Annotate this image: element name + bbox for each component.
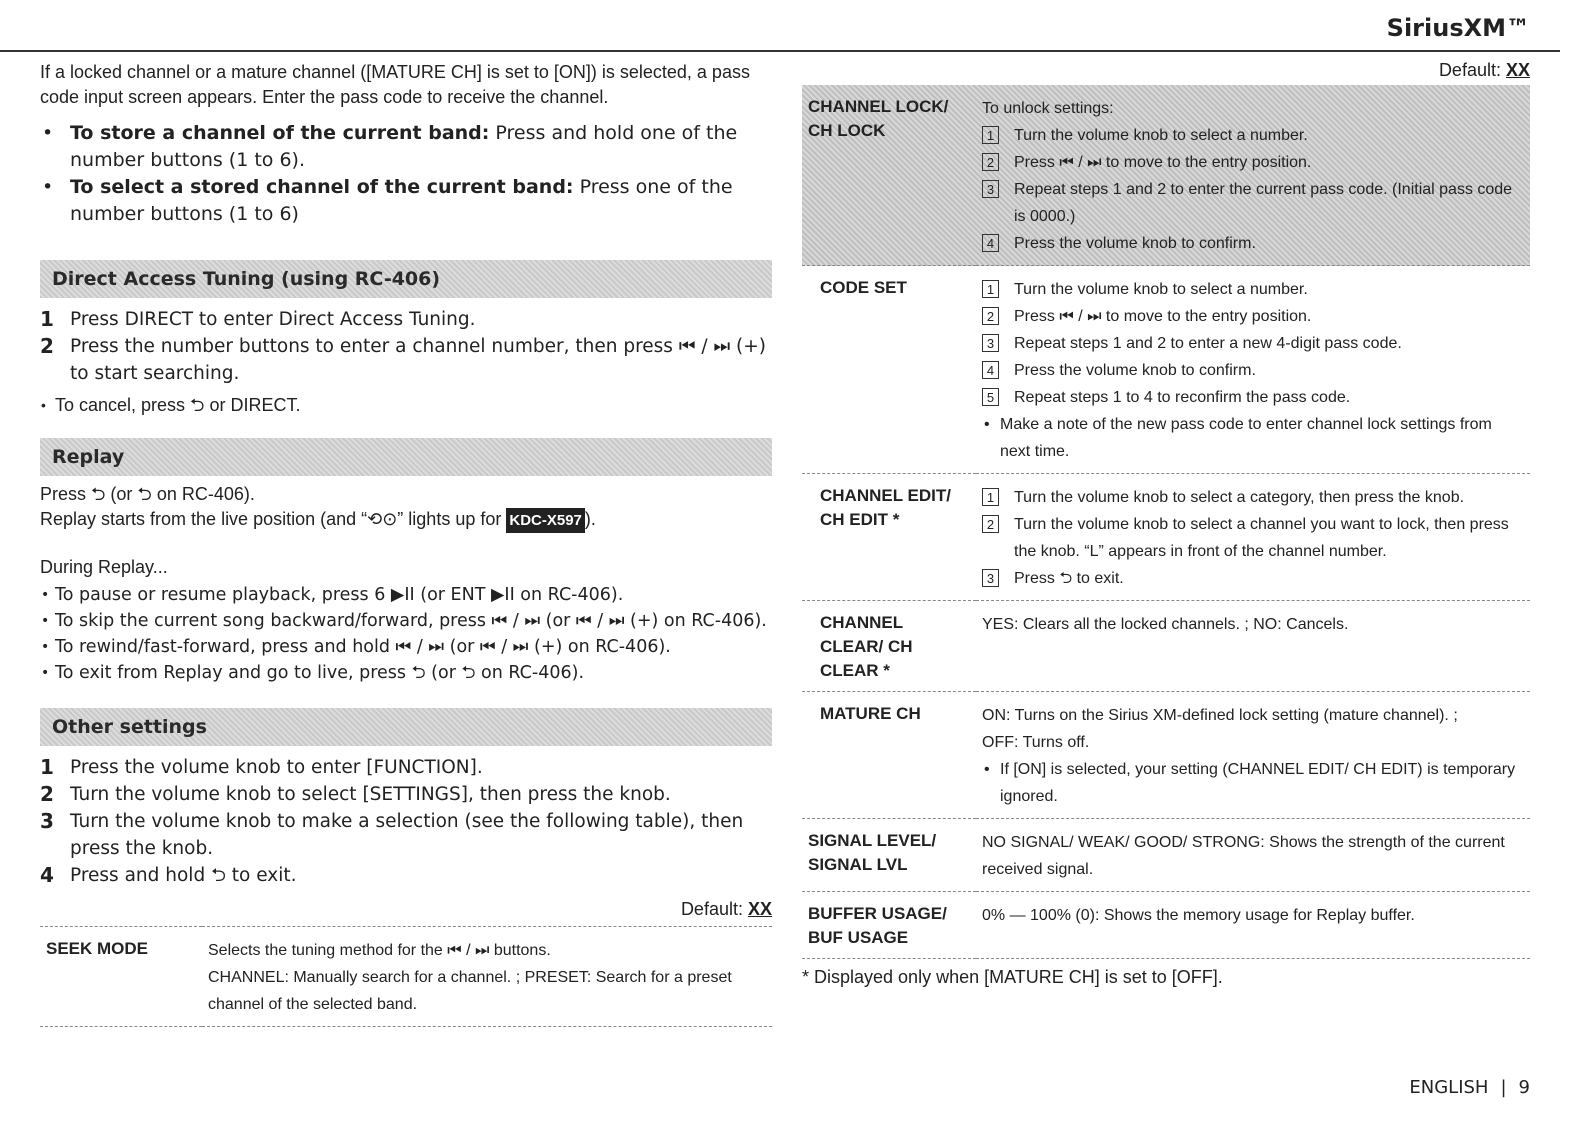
table-row <box>802 474 1530 601</box>
list-item <box>982 565 1524 592</box>
replay-line-2 <box>40 507 772 533</box>
replay-line-1: Press ⮌ (or ⮌ on RC-406). <box>40 484 255 504</box>
step-text: Press ⏮ / ⏭ to move to the entry position. <box>1014 308 1312 325</box>
table-value <box>976 266 1530 474</box>
table-value-line: OFF: Turns off. <box>982 734 1090 751</box>
section-heading-replay: Replay <box>40 438 772 476</box>
step-box: 1 <box>982 488 999 506</box>
table-key: CHANNEL CLEAR/ CH CLEAR * <box>802 601 976 692</box>
bullet-bold: To store a channel of the current band: <box>70 122 490 144</box>
step-text: Repeat steps 1 to 4 to reconfirm the pass code. <box>1014 389 1351 406</box>
step-text: Turn the volume knob to select a number. <box>1014 127 1308 144</box>
step-number: 1 <box>40 307 54 331</box>
page-number: 9 <box>1518 1077 1530 1098</box>
list-item <box>40 808 772 862</box>
cancel-note <box>40 393 772 418</box>
step-number: 2 <box>40 782 54 806</box>
step-text: Press the volume knob to confirm. <box>1014 235 1256 252</box>
header-rule <box>0 50 1560 52</box>
table-row <box>40 927 772 1027</box>
list-item: • To exit from Replay and go to live, press ⮌ (or ⮌ on RC-406). <box>40 660 772 686</box>
table-row <box>802 85 1530 266</box>
list-item <box>982 511 1524 565</box>
step-text: Repeat steps 1 and 2 to enter a new 4-digit pass code. <box>1014 335 1402 352</box>
table-value: 0% — 100% (0): Shows the memory usage for Replay buffer. <box>976 892 1530 959</box>
step-box: 5 <box>982 388 999 406</box>
step-text: Turn the volume knob to select a category, then press the knob. <box>1014 489 1465 506</box>
step-text: Turn the volume knob to select a number. <box>1014 281 1308 298</box>
table-key: SIGNAL LEVEL/ SIGNAL LVL <box>802 819 976 892</box>
list-item: • To pause or resume playback, press 6 ▶II (or ENT ▶II on RC-406). <box>40 582 772 608</box>
step-number: 2 <box>40 334 54 358</box>
table-key: CHANNEL LOCK/ CH LOCK <box>802 85 976 266</box>
right-column <box>802 60 1530 988</box>
page-footer <box>1409 1077 1530 1098</box>
step-text: Turn the volume knob to make a selection (see the following table), then press the knob. <box>70 811 744 859</box>
table-value: YES: Clears all the locked channels. ; NO: Cancels. <box>976 601 1530 692</box>
step-box: 3 <box>982 569 999 587</box>
step-number: 1 <box>40 755 54 779</box>
table-key: CODE SET <box>802 266 976 474</box>
step-text: Repeat steps 1 and 2 to enter the current pass code. (Initial pass code is 0000.) <box>1014 181 1513 225</box>
intro-paragraph: If a locked channel or a mature channel ([MATURE CH] is set to [ON]) is selected, a pass code input screen appears. Enter the pass code to receive the channel. <box>40 62 750 107</box>
step-text: Press ⏮ / ⏭ to move to the entry position. <box>1014 154 1312 171</box>
step-text: Press DIRECT to enter Direct Access Tuning. <box>70 309 476 330</box>
default-value: XX <box>1505 60 1530 80</box>
table-value: NO SIGNAL/ WEAK/ GOOD/ STRONG: Shows the strength of the current received signal. <box>976 819 1530 892</box>
seek-mode-table <box>40 926 772 1027</box>
list-item <box>40 862 772 889</box>
table-row <box>802 266 1530 474</box>
footnote: * Displayed only when [MATURE CH] is set to [OFF]. <box>802 967 1223 987</box>
list-item <box>982 384 1524 411</box>
page-header-title: SiriusXM™ <box>1386 14 1530 42</box>
step-text: Turn the volume knob to select [SETTINGS], then press the knob. <box>70 784 671 805</box>
step-text: Press the volume knob to confirm. <box>1014 362 1256 379</box>
list-item <box>982 176 1524 230</box>
step-box: 4 <box>982 234 999 252</box>
list-item: • To rewind/fast-forward, press and hold ⏮ / ⏭ (or ⏮ / ⏭ (+) on RC-406). <box>40 634 772 660</box>
list-item <box>982 357 1524 384</box>
table-row <box>802 892 1530 959</box>
list-item <box>982 149 1524 176</box>
table-value <box>976 85 1530 266</box>
list-item <box>982 303 1524 330</box>
table-key: BUFFER USAGE/ BUF USAGE <box>802 892 976 959</box>
step-text: Press ⮌ to exit. <box>1014 570 1124 587</box>
table-row <box>802 692 1530 819</box>
table-row <box>802 601 1530 692</box>
list-item: • To skip the current song backward/forward, press ⏮ / ⏭ (or ⏮ / ⏭ (+) on RC-406). <box>40 608 772 634</box>
list-item <box>982 330 1524 357</box>
default-legend-right <box>802 60 1530 81</box>
step-box: 2 <box>982 515 999 533</box>
table-value-line: Selects the tuning method for the ⏮ / ⏭ buttons. <box>208 942 551 959</box>
list-item <box>982 230 1524 257</box>
table-value-line: To unlock settings: <box>982 100 1114 117</box>
step-number: 3 <box>40 809 54 833</box>
table-value <box>976 474 1530 601</box>
step-text: Turn the volume knob to select a channel you want to lock, then press the knob. “L” appears in front of the channel number. <box>1014 516 1509 560</box>
bullet-text: Press one of the number buttons (1 to 6) <box>70 176 733 225</box>
table-key: CHANNEL EDIT/ CH EDIT * <box>802 474 976 601</box>
list-item <box>40 781 772 808</box>
bullet-bold: To select a stored channel of the current band: <box>70 176 574 198</box>
default-label: Default: <box>680 899 748 919</box>
other-settings-steps <box>40 754 772 889</box>
list-item <box>982 276 1524 303</box>
step-number: 4 <box>40 863 54 887</box>
list-item: • To cancel, press ⮌ or DIRECT. <box>40 393 772 418</box>
store-select-bullets <box>40 120 772 228</box>
table-value <box>202 927 772 1027</box>
step-text: Press the volume knob to enter [FUNCTION]. <box>70 757 483 778</box>
note-bullet: • If [ON] is selected, your setting (CHANNEL EDIT/ CH EDIT) is temporary ignored. <box>982 756 1524 810</box>
settings-table <box>802 85 1530 959</box>
step-box: 3 <box>982 180 999 198</box>
table-row <box>802 819 1530 892</box>
table-value-line: ON: Turns on the Sirius XM-defined lock setting (mature channel). ; <box>982 707 1458 724</box>
list-item <box>40 754 772 781</box>
replay-line-2-end: ). <box>584 509 596 529</box>
step-box: 2 <box>982 307 999 325</box>
table-value-line: CHANNEL: Manually search for a channel. ; PRESET: Search for a preset channel of the selected band. <box>208 969 732 1013</box>
bullet-text: Press and hold one of the number buttons (1 to 6). <box>70 122 738 171</box>
list-item <box>40 120 772 174</box>
step-box: 3 <box>982 334 999 352</box>
step-text: Press and hold ⮌ to exit. <box>70 865 297 886</box>
section-heading-direct-access: Direct Access Tuning (using RC-406) <box>40 260 772 298</box>
step-box: 4 <box>982 361 999 379</box>
step-box: 1 <box>982 280 999 298</box>
step-text: Press the number buttons to enter a channel number, then press ⏮ / ⏭ (+) to start searching. <box>70 336 766 384</box>
list-item <box>982 122 1524 149</box>
step-box: 2 <box>982 153 999 171</box>
table-key: MATURE CH <box>802 692 976 819</box>
list-item <box>40 174 772 228</box>
note-bullet: • Make a note of the new pass code to enter channel lock settings from next time. <box>982 411 1524 465</box>
replay-bullets <box>40 582 772 686</box>
list-item <box>40 306 772 333</box>
direct-access-steps <box>40 306 772 387</box>
step-box: 1 <box>982 126 999 144</box>
during-replay-label: During Replay... <box>40 557 168 577</box>
list-item <box>40 333 772 387</box>
footer-separator: | <box>1500 1077 1507 1098</box>
left-column <box>40 60 772 1027</box>
default-value: XX <box>747 899 772 919</box>
model-badge: KDC-X597 <box>506 508 585 533</box>
table-value <box>976 692 1530 819</box>
table-key: SEEK MODE <box>40 927 202 1027</box>
footer-language: ENGLISH <box>1409 1077 1489 1098</box>
list-item <box>982 484 1524 511</box>
default-label: Default: <box>1438 60 1506 80</box>
replay-line-2-text: Replay starts from the live position (and “⟲⊙” lights up for <box>40 509 507 529</box>
default-legend-left <box>40 899 772 920</box>
section-heading-other-settings: Other settings <box>40 708 772 746</box>
